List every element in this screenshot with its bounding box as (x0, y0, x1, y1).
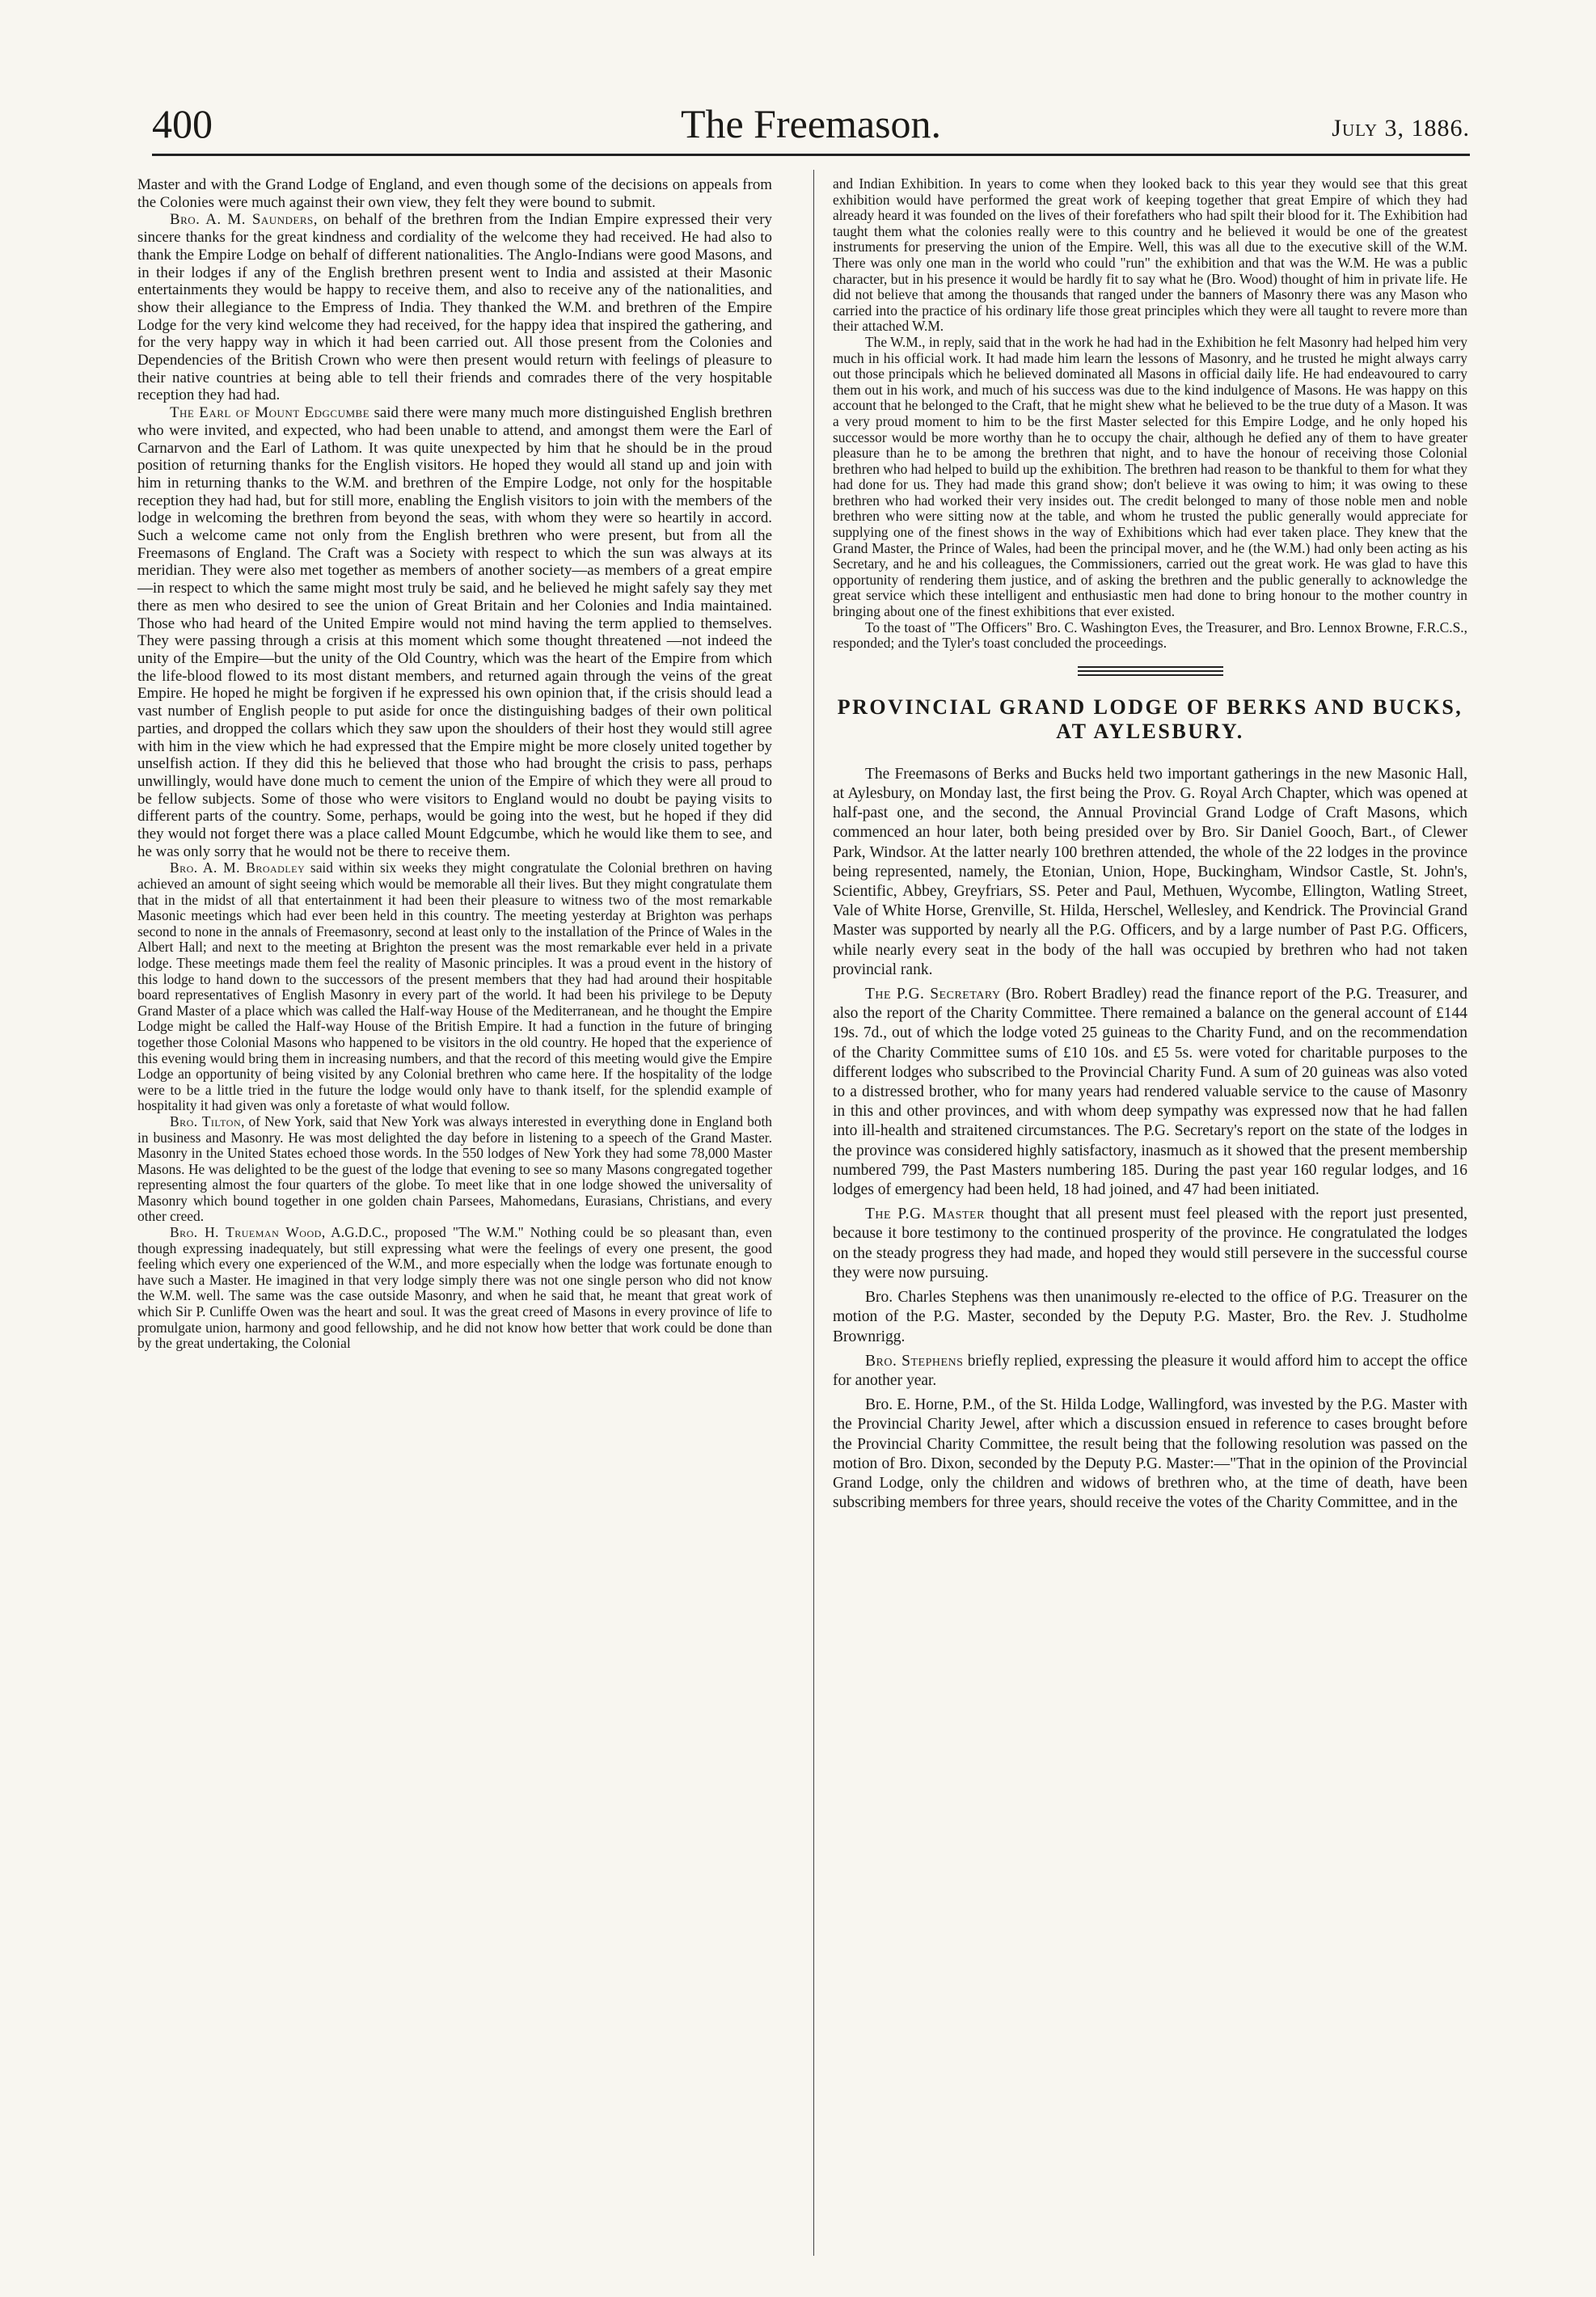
paragraph: The Earl of Mount Edgcumbe said there were many much more distinguished English brethren who were invited, and expected, who had been unable to attend, and amongst them were the Earl of Carnarvon and the Earl of Lathom. It was quite unexpected by him that he should be in the proud position of returning thanks for the English visitors. He hoped they would all stand up and join with him in returning thanks to the W.M. and brethren of the Empire Lodge, not only for the hospitable reception they had had, but for still more, enabling the English visitors to join with the members of the lodge in welcoming the brethren from beyond the seas, with whom they were so heartily in accord. Such a welcome came not only from the English brethren who were present, but from all the Freemasons of England. The Craft was a Society with respect to which the sun was always at its meridian. They were also met together as members of another society—as members of a great empire—in respect to which the same might most truly be said, and he believed he might safely say they met there as men who desired to see the union of Great Britain and her Colonies and India maintained. Those who had heard of the United Empire would not mind having the term applied to themselves. They were passing through a crisis at this moment which some thought threatened —not indeed the unity of the Empire—but the unity of the Old Country, which was the heart of the Empire from which the life-blood flowed to its most distant members, and returned again through the veins of the great Empire. He hoped he might be forgiven if he expressed his own opinion that, if the crisis should lead a vast number of English people to put aside for once the distinguishing badges of their own political parties, and dropped the collars which they saw upon the shoulders of their host they would still agree with him in the view which he had expressed that the Empire might be more closely united together by unselfish action. If they did this he believed that those who had brought the crisis to pass, perhaps unwillingly, would have done much to cement the union of the Empire of which they were all proud to be fellow subjects. Some of those who were visitors to England would no doubt be paying visits to different parts of the country. Some, perhaps, would be going into the west, but he hoped if they did they would not forget there was a place called Mount Edgcumbe, which he would like them to see, and he was only sorry that he would not be there to receive them. (137, 404, 772, 860)
paragraph: The P.G. Master thought that all present must feel pleased with the report just presented, because it bore testimony to the continued prosperity of the province. He congratulated the lodges on the steady progress they had made, and hoped they would still persevere in the successful course they were now pursuing. (833, 1206, 1467, 1282)
newspaper-title: The Freemason. (680, 101, 942, 146)
header-rule (152, 154, 1470, 156)
paragraph: The W.M., in reply, said that in the work he had had in the Exhibition he felt Masonry had helped him very much in his official work. It had made him learn the lessons of Masonry, and he trusted he might always carry out those principals which he believed dominated all Masons in official daily life. He had endeavoured to carry them out in his work, and much of his success was due to the kind indulgence of Masons. He was happy on this account that he belonged to the Craft, that he might shew what he believed to be the true duty of a Mason. It was a very proud moment to him to be the first Master selected for this Empire Lodge, and he only hoped his successor would be more worthy than he to occupy the chair, although he defied any of them to have greater pleasure than he to be among the brethren that night, and to have the honour of receiving those Colonial brethren who had helped to build up the exhibition. The brethren had reason to be thankful to them for what they had done for us. They had made this grand show; don't believe it was owing to him; it was owing to these brethren who had worked their very insides out. The credit belonged to many of those noble men and noble brethren who were sitting now at the table, and whom he trusted the public generally would appreciate for supplying one of the finest shows in the way of Exhibitions which had ever taken place. They knew that the Grand Master, the Prince of Wales, had been the principal mover, and he (the W.M.) had only been acting as his Secretary, and he and his colleagues, the Commissioners, carried out the great work. He was glad to have this opportunity of rendering them justice, and of asking the brethren and the public generally to acknowledge the great service which these intelligent and enthusiastic men had done to bring honour to the mother country in bringing about one of the finest exhibitions that ever existed. (833, 333, 1467, 620)
page-number: 400 (152, 101, 213, 146)
paragraph: Bro. Stephens briefly replied, expressing the pleasure it would afford him to accept the office for another year. (833, 1352, 1467, 1389)
paragraph: The Freemasons of Berks and Bucks held two important gatherings in the new Masonic Hall, at Aylesbury, on Monday last, the first being the Prov. G. Royal Arch Chapter, which was opened at half-past one, and the second, the Annual Provincial Grand Lodge of Craft Masons, which commenced an hour later, both being presided over by Bro. Sir Daniel Gooch, Bart., of Clewer Park, Windsor. At the latter nearly 100 brethren attended, the whole of the 22 lodges in the province being represented, namely, the Etonian, Union, Hope, Buckingham, Windsor Castle, St. John's, Scientific, Abbey, Greyfriars, SS. Peter and Paul, Methuen, Wycombe, Ellington, Watling Street, Vale of White Horse, Grenville, St. Hilda, Herschel, Wellesley, and Kendrick. The Provincial Grand Master was supported by nearly all the P.G. Officers, and by a large number of Past P.G. Officers, while nearly every seat in the body of the hall was occupied by brethren who had not taken provincial rank. (833, 765, 1467, 978)
paragraph: The P.G. Secretary (Bro. Robert Bradley) read the finance report of the P.G. Treasurer, and also the report of the Charity Committee. There remained a balance on the general account of £144 19s. 7d., out of which the lodge voted 25 guineas to the Charity Fund, and on the recommendation of the Charity Committee sums of £10 10s. and £5 5s. were voted for charitable purposes to the different lodges who subscribed to the Provincial Charity Fund. A sum of 20 guineas was also voted to a distressed brother, who for many years had rendered valuable service to the cause of Masonry in this and other provinces, and with whom deep sympathy was expressed now that he had fallen into ill-health and straitened circumstances. The P.G. Secretary's report on the state of the lodges in the province was considered highly satisfactory, inasmuch as it showed that the present membership numbered 799, the Past Masters numbering 185. During the past year 160 regular lodges, and 16 lodges of emergency had been held, 18 had joined, and 47 had been initiated. (833, 986, 1468, 1199)
paragraph: and Indian Exhibition. In years to come when they looked back to this year they would see that this great exhibition would have performed the great work of keeping together that great Empire of which they had already heard it was founded on the lives of their forefathers who had spilt their blood for it. The Exhibition had taught them what the colonies really were to this country and he believed it would be one of the greatest instruments for preserving the union of the Empire. Well, this was all due to the executive skill of the W.M. There was only one man in the world who could "run" the exhibition and that was the W.M. He was a public character, but in his presence it would be hardly fit to say what he (Bro. Wood) thought of him in private life. He did not believe that among the thousands that ranged under the banners of Masonry there was any Mason who carried into the practice of his ordinary life those great principles which they were all taught to revere more than their attached W.M. (833, 175, 1467, 335)
paragraph: Bro. A. M. Saunders, on behalf of the brethren from the Indian Empire expressed their very sincere thanks for the great kindness and cordiality of the welcome they had received. He had also to thank the Empire Lodge on behalf of different nationalities. The Anglo-Indians were good Masons, and in their lodges if any of the English brethren present went to India and assisted at their Masonic entertainments they would be happy to receive them, and also to receive any of the nationalities, and show their allegiance to the Empress of India. They thanked the W.M. and brethren of the Empire Lodge for the very kind welcome they had received, for the happy idea that inspired the gathering, and for the very happy way in which it had been carried out. All those present from the Colonies and Dependencies of the British Crown who were then present would return with feelings of pleasure to their native countries at being able to tell their friends and comrades there of the very hospitable reception they had had. (137, 211, 773, 404)
issue-date: July 3, 1886. (1332, 115, 1470, 141)
paragraph: To the toast of "The Officers" Bro. C. Washington Eves, the Treasurer, and Bro. Lennox Browne, F.R.C.S., responded; and the Tyler's toast concluded the proceedings. (833, 619, 1467, 652)
paragraph: Master and with the Grand Lodge of England, and even though some of the decisions on appeals from the Colonies were much against their own view, they felt they were bound to submit. (137, 176, 772, 211)
article-headline: PROVINCIAL GRAND LODGE OF BERKS AND BUCKS, AT AYLESBURY. (837, 695, 1463, 743)
left-column (137, 176, 772, 1352)
paragraph: Bro. H. Trueman Wood, A.G.D.C., proposed "The W.M." Nothing could be so pleasant than, even though expressing inadequately, but still expressing what were the feelings of every one present, the good feeling which every one experienced of the W.M., and more especially when the lodge was fortunate enough to have such a Master. He imagined in that very lodge simply there was not one single person who did not know the W.M. well. The same was the case outside Masonry, and when he said that, he meant that great work of which Sir P. Cunliffe Owen was the heart and soul. It was the great creed of Masons in every province of life to promulgate union, harmony and good fellowship, and he did not know how better that work could be done than by the great undertaking, the Colonial (137, 1224, 772, 1352)
column-divider (813, 170, 814, 2256)
right-column (833, 176, 1467, 1518)
paragraph: Bro. E. Horne, P.M., of the St. Hilda Lodge, Wallingford, was invested by the P.G. Master with the Provincial Charity Jewel, after which a discussion ensued in reference to cases brought before the Provincial Charity Committee, the result being that the following resolution was passed on the motion of Bro. Dixon, seconded by the Deputy P.G. Master:—"That in the opinion of the Provincial Grand Lodge, only the children and widows of brethren who, at the time of death, have been subscribing members for three years, should receive the votes of the Charity Committee, and in the (833, 1396, 1467, 1512)
paragraph: Bro. Charles Stephens was then unanimously re-elected to the office of P.G. Treasurer on the motion of the P.G. Master, seconded by the Deputy P.G. Master, Bro. the Rev. J. Studholme Brownrigg. (833, 1289, 1467, 1345)
paragraph: Bro. A. M. Broadley said within six weeks they might congratulate the Colonial brethren on having achieved an amount of sight seeing which would be memorable all their lives. But they might congratulate them that in the midst of all that entertainment it had been their pleasure to witness two of the most remarkable Masonic meetings which had ever been held in this country. The meeting yesterday at Brighton was perhaps second to none in the annals of Freemasonry, second at least only to the installation of the Prince of Wales in the Albert Hall; and next to the meeting at Brighton the present was the most remarkable ever held in a private lodge. These meetings made them feel the reality of Masonic principles. It was a proud event in the history of this lodge to hand down to the successors of the present members that they had had around their hospitable board representatives of English Masonry in every part of the world. It had been his privilege to be Deputy Grand Master of a place which was called the Half-way House of the Mediterranean, and he thought the Empire Lodge might be called the Half-way House of the British Empire. It had a function in the future of bringing together those Colonial Masons who happened to be visitors in the old country. He hoped that the experience of this evening would bring them in increasing numbers, and that the record of this meeting would give the Empire Lodge an opportunity of being visited by any Colonial brethren who came here. If the hospitality of the lodge were to be a little tried in the future the lodge would only have to thank itself, for the splendid example of hospitality it had given was only a foretaste of what would follow. (137, 859, 772, 1114)
article-body (833, 765, 1467, 1514)
section-separator (1078, 666, 1223, 676)
masthead (152, 103, 1470, 160)
paragraph: Bro. Tilton, of New York, said that New York was always interested in everything done in England both in business and Masonry. He was most delighted the day before in listening to a speech of the Grand Master. Masonry in the United States echoed those words. In the 550 lodges of New York they had some 78,000 Master Masons. He was delighted to be the guest of the lodge that evening to see so many Masons congregated together representing almost the four quarters of the globe. To meet like that in one lodge showed the universality of Masonry which bound together in one golden chain Parsees, Mahomedans, Eurasians, Christians, and every other creed. (137, 1113, 772, 1225)
